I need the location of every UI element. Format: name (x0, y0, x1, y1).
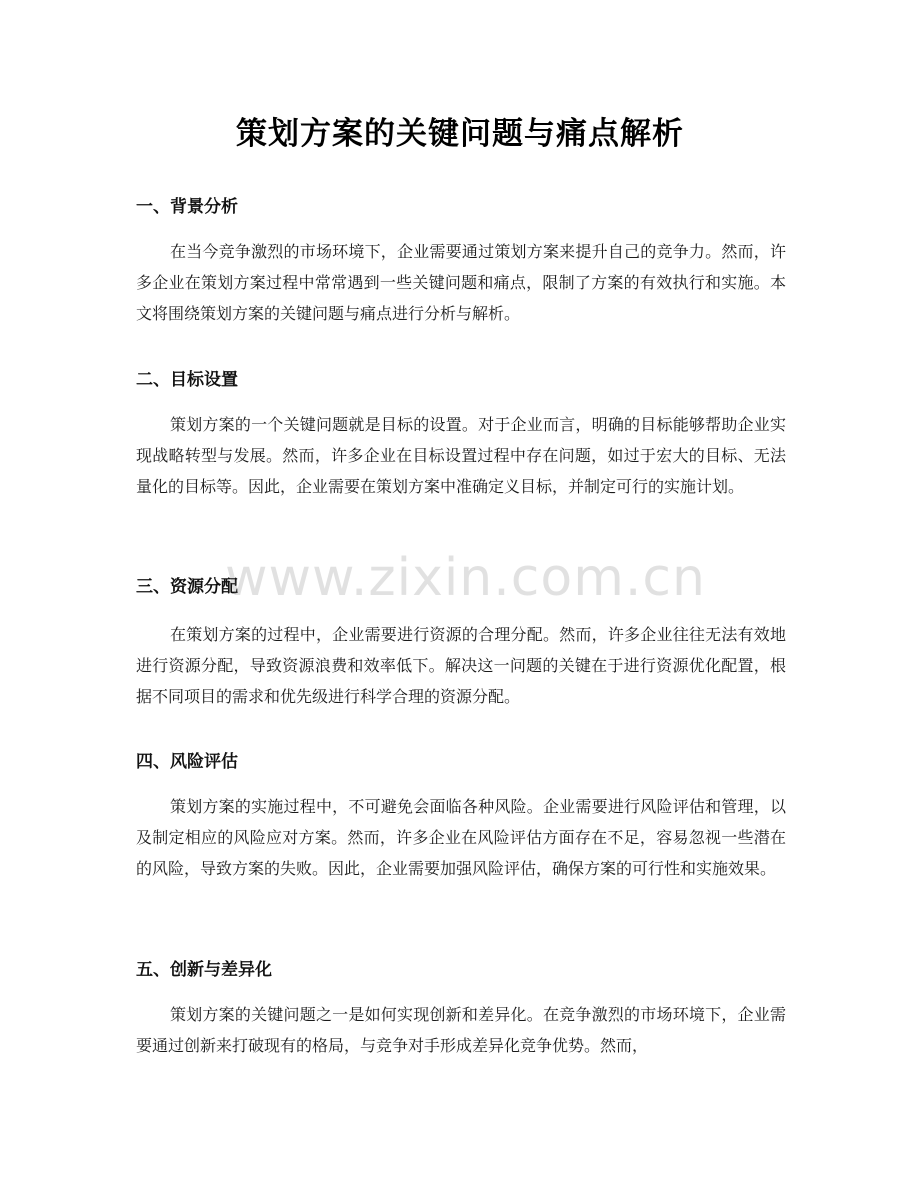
watermark: www.zixin.com.cn (225, 548, 706, 608)
section-paragraph-background: 在当今竞争激烈的市场环境下，企业需要通过策划方案来提升自己的竞争力。然而，许多企业在策划方案过程中常常遇到一些关键问题和痛点，限制了方案的有效执行和实施。本文将围绕策划方案的关键问题与痛点进行分析与解析。 (136, 242, 786, 323)
section-paragraph-goal-setting: 策划方案的一个关键问题就是目标的设置。对于企业而言，明确的目标能够帮助企业实现战略转型与发展。然而，许多企业在目标设置过程中存在问题，如过于宏大的目标、无法量化的目标等。因此，企业需要在策划方案中准确定义目标，并制定可行的实施计划。 (136, 415, 786, 496)
section-paragraph-resource-allocation: 在策划方案的过程中，企业需要进行资源的合理分配。然而，许多企业往往无法有效地进行资源分配，导致资源浪费和效率低下。解决这一问题的关键在于进行资源优化配置，根据不同项目的需求和优先级进行科学合理的资源分配。 (136, 625, 786, 706)
section-heading-innovation: 五、创新与差异化 (136, 960, 272, 980)
document-title: 策划方案的关键问题与痛点解析 (236, 116, 684, 152)
section-heading-goal-setting: 二、目标设置 (136, 370, 238, 390)
section-paragraph-risk-assessment: 策划方案的实施过程中，不可避免会面临各种风险。企业需要进行风险评估和管理，以及制定相应的风险应对方案。然而，许多企业在风险评估方面存在不足，容易忽视一些潜在的风险，导致方案的失败。因此，企业需要加强风险评估，确保方案的可行性和实施效果。 (136, 797, 786, 878)
section-heading-background: 一、背景分析 (136, 197, 238, 217)
section-heading-resource-allocation: 三、资源分配 (136, 577, 238, 597)
section-heading-risk-assessment: 四、风险评估 (136, 752, 238, 772)
section-paragraph-innovation: 策划方案的关键问题之一是如何实现创新和差异化。在竞争激烈的市场环境下，企业需要通过创新来打破现有的格局，与竞争对手形成差异化竞争优势。然而， (136, 1005, 786, 1055)
